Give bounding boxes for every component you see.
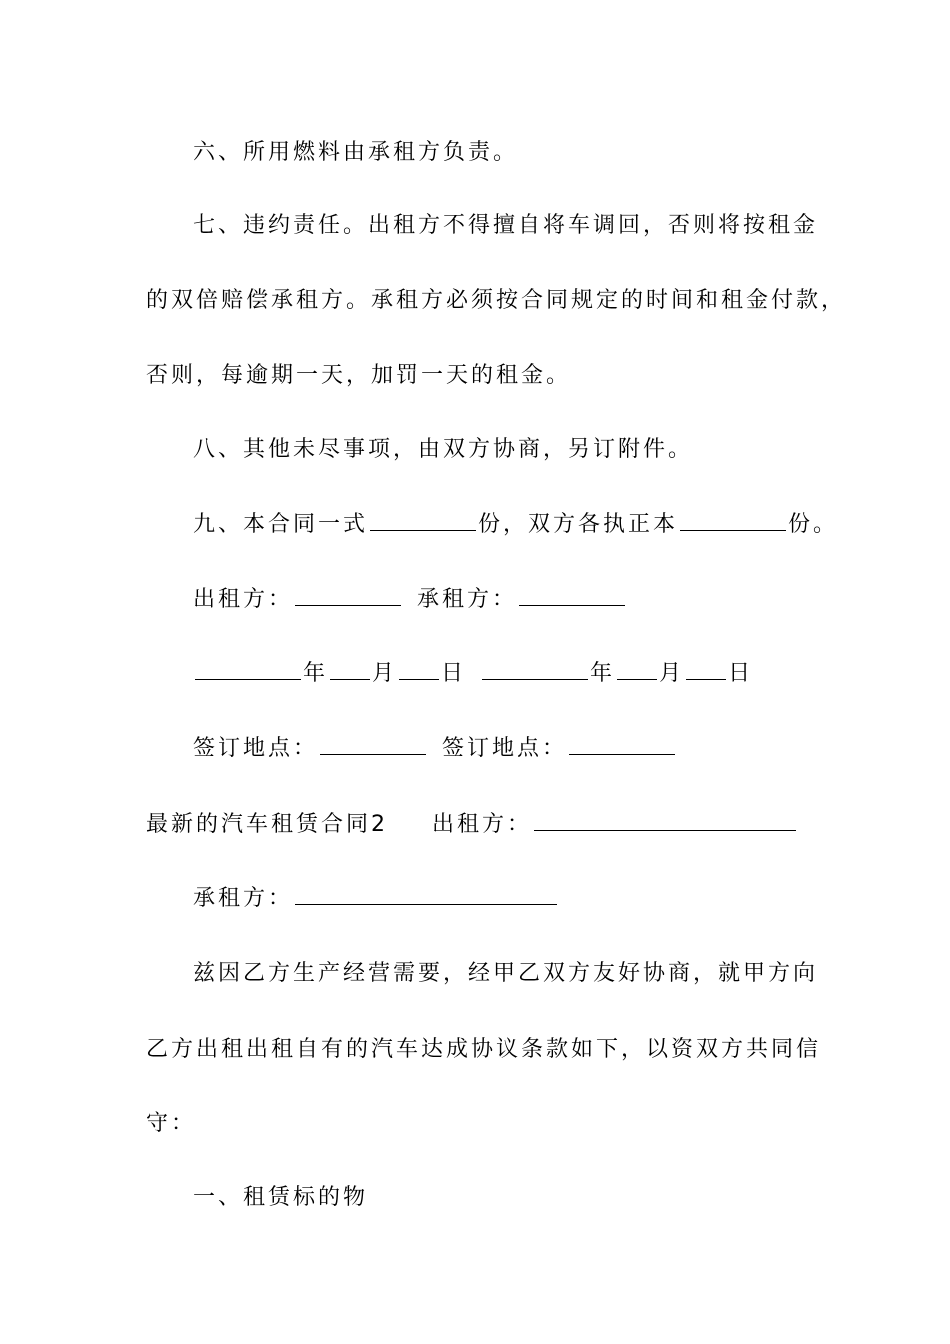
place-label-1: 签订地点： (193, 736, 319, 761)
place-label-2: 签订地点： (442, 736, 568, 761)
month-label-1: 月 (372, 661, 398, 686)
signing-place-row (193, 734, 677, 764)
second-lessee-label: 承租方： (193, 886, 294, 911)
day-label-1: 日 (441, 661, 467, 686)
clause-9-prefix: 九、本合同一式 (193, 512, 369, 537)
place-blank-2 (569, 734, 675, 755)
second-lessee-blank (295, 884, 557, 905)
year-label-2: 年 (590, 661, 616, 686)
copies-each-blank (680, 510, 786, 531)
lessee-year-blank (482, 659, 588, 680)
section-1-heading: 一、租赁标的物 (193, 1185, 369, 1210)
clause-8: 八、其他未尽事项，由双方协商，另订附件。 (193, 437, 694, 462)
lessor-sign-blank (295, 585, 401, 606)
second-contract-title-row (146, 810, 798, 840)
clause-6: 六、所用燃料由承租方负责。 (193, 140, 519, 165)
lessee-sign-label: 承租方： (417, 587, 518, 612)
clause-9 (193, 510, 838, 540)
lessor-sign-label: 出租方： (193, 587, 294, 612)
second-contract-title: 最新的汽车租赁合同2 (146, 812, 388, 837)
clause-9-suffix: 份。 (788, 512, 839, 537)
lessor-day-blank (399, 659, 439, 680)
day-label-2: 日 (728, 661, 754, 686)
year-label-1: 年 (303, 661, 329, 686)
clause-9-mid: 份，双方各执正本 (478, 512, 679, 537)
second-lessee-row (193, 884, 559, 914)
lessee-month-blank (617, 659, 657, 680)
clause-7-line-1: 七、违约责任。出租方不得擅自将车调回，否则将按租金 (193, 213, 819, 238)
signature-parties-row (193, 585, 627, 615)
preamble-line-1: 兹因乙方生产经营需要，经甲乙双方友好协商，就甲方向 (193, 961, 819, 986)
lessor-year-blank (195, 659, 301, 680)
copies-total-blank (370, 510, 476, 531)
preamble-line-2: 乙方出租出租自有的汽车达成协议条款如下，以资双方共同信 (146, 1037, 822, 1062)
signature-date-row (193, 659, 753, 689)
second-lessor-blank (534, 810, 796, 831)
lessor-month-blank (330, 659, 370, 680)
place-blank-1 (320, 734, 426, 755)
preamble-line-3: 守： (146, 1111, 197, 1136)
clause-7-line-2: 的双倍赔偿承租方。承租方必须按合同规定的时间和租金付款， (146, 288, 847, 313)
month-label-2: 月 (659, 661, 685, 686)
lessee-day-blank (686, 659, 726, 680)
lessee-sign-blank (519, 585, 625, 606)
clause-7-line-3: 否则，每逾期一天，加罚一天的租金。 (146, 363, 572, 388)
second-lessor-label: 出租方： (432, 812, 533, 837)
